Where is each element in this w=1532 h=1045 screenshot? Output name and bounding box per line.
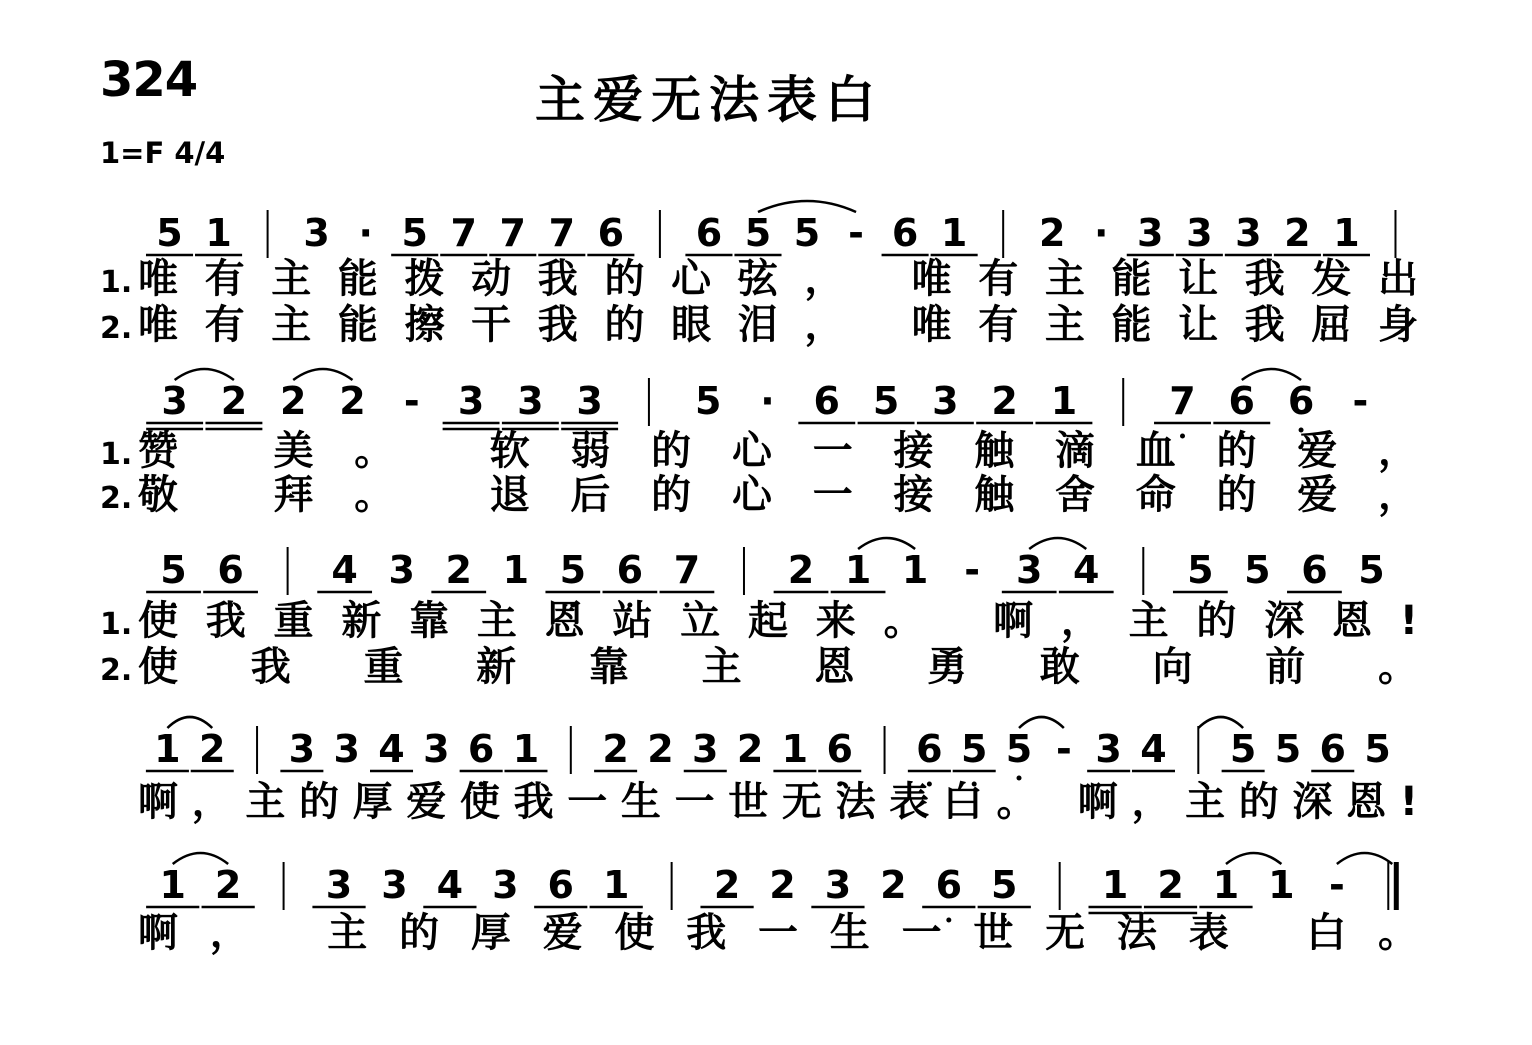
note: 5 <box>744 211 772 255</box>
note: 3 <box>161 379 188 423</box>
note: 7 <box>1169 379 1196 423</box>
note: 5 <box>1358 548 1385 592</box>
note: 6 <box>1319 727 1346 771</box>
note: 6 <box>467 727 495 771</box>
note: - <box>848 211 864 255</box>
note: 4 <box>436 863 464 907</box>
note: 2 <box>602 727 629 771</box>
note: 5 <box>872 379 900 423</box>
lyric-line: 敬 拜。 退后的心一接触舍命的爱， <box>138 472 1418 518</box>
note: 3 <box>1015 548 1043 592</box>
note: 1 <box>1101 863 1129 907</box>
verse-number: 1. <box>100 265 133 300</box>
note: 5 <box>991 863 1018 907</box>
note: 1 <box>1212 863 1240 907</box>
note: 3 <box>1095 727 1122 771</box>
note: - <box>1055 727 1072 771</box>
note: 7 <box>499 211 527 255</box>
note: 3 <box>932 379 959 423</box>
note: 3 <box>381 863 408 907</box>
note: 3 <box>824 863 852 907</box>
note: - <box>964 548 981 592</box>
note: 2 <box>1038 211 1066 255</box>
note: - <box>403 379 420 423</box>
note: 1 <box>1333 211 1360 255</box>
note: 1 <box>844 548 872 592</box>
low-octave-dot <box>1180 434 1185 439</box>
note: 6 <box>891 211 919 255</box>
note: 6 <box>217 548 244 592</box>
note: 6 <box>826 727 853 771</box>
note: 5 <box>160 548 187 592</box>
note: 6 <box>597 211 625 255</box>
note: 3 <box>692 727 719 771</box>
note: 3 <box>303 211 330 255</box>
note: 6 <box>1228 379 1256 423</box>
note: 2 <box>1157 863 1184 907</box>
note: 2 <box>199 727 226 771</box>
note: 3 <box>333 727 360 771</box>
note: · <box>1094 211 1109 255</box>
note: 2 <box>647 727 674 771</box>
lyric-line: 赞 美。 软弱的心一接触滴血的爱， <box>138 428 1418 474</box>
note: 2 <box>279 379 307 423</box>
note: 7 <box>450 211 477 255</box>
note: 6 <box>547 863 574 907</box>
note: 7 <box>548 211 576 255</box>
note: 5 <box>559 548 587 592</box>
verse-number: 1. <box>100 607 133 642</box>
note: 4 <box>1073 548 1100 592</box>
note: 1 <box>512 727 540 771</box>
verse-number: 2. <box>100 311 133 346</box>
note: 3 <box>457 379 485 423</box>
note: 3 <box>388 548 415 592</box>
note: 1 <box>602 863 630 907</box>
note: 1 <box>940 211 968 255</box>
verse-number: 1. <box>100 437 133 472</box>
note: 2 <box>713 863 741 907</box>
note: 1 <box>1050 379 1078 423</box>
lyric-line: 使我重新靠主恩勇敢向前。 <box>138 644 1418 690</box>
note: 7 <box>673 548 701 592</box>
note: 5 <box>1229 727 1257 771</box>
note: 3 <box>1137 211 1164 255</box>
note: 1 <box>1268 863 1295 907</box>
note: 5 <box>1244 548 1271 592</box>
note: 4 <box>378 727 405 771</box>
note: 3 <box>517 379 544 423</box>
note: 4 <box>331 548 358 592</box>
note: 1 <box>205 211 232 255</box>
note: · <box>358 211 373 255</box>
note: 6 <box>616 548 644 592</box>
lyric-line: 啊，主的厚爱使我一生一世无法表白。 啊，主的深恩! <box>138 779 1418 825</box>
lyric-line: 唯有主能擦干我的眼泪， 唯有主能让我屈身 <box>138 302 1418 348</box>
hymn-number: 324 <box>100 52 198 108</box>
note: 2 <box>214 863 242 907</box>
note: 2 <box>736 727 764 771</box>
note: - <box>1352 379 1369 423</box>
note: 3 <box>1235 211 1262 255</box>
note: 2 <box>339 379 366 423</box>
note: 5 <box>1187 548 1214 592</box>
low-octave-dot <box>946 918 951 923</box>
note: 5 <box>793 211 821 255</box>
note: 6 <box>1301 548 1328 592</box>
key-and-time-signature: 1=F 4/4 <box>100 136 226 170</box>
note: 2 <box>769 863 796 907</box>
lyric-line: 使我重新靠主恩站立起来。 啊，主的深恩! <box>138 598 1418 644</box>
note: 1 <box>502 548 530 592</box>
note: 1 <box>154 727 181 771</box>
note: 6 <box>695 211 723 255</box>
note: 5 <box>401 211 428 255</box>
note: 4 <box>1140 727 1167 771</box>
lyric-line: 啊， 主的厚爱使我一生一世无法表 白。 <box>138 910 1418 956</box>
note: 2 <box>445 548 472 592</box>
note: 6 <box>1287 379 1315 423</box>
hymn-title: 主爱无法表白 <box>535 71 883 129</box>
note: 6 <box>813 379 841 423</box>
note: · <box>760 379 775 423</box>
verse-number: 2. <box>100 481 133 516</box>
note: 2 <box>991 379 1018 423</box>
note: 5 <box>960 727 988 771</box>
tie-arc <box>1337 853 1392 864</box>
note: 2 <box>1284 211 1311 255</box>
note: 1 <box>781 727 809 771</box>
note: 3 <box>492 863 519 907</box>
note: 3 <box>1186 211 1213 255</box>
note: 2 <box>880 863 907 907</box>
note: 3 <box>325 863 353 907</box>
note: 6 <box>935 863 963 907</box>
note: 6 <box>916 727 943 771</box>
note: 2 <box>220 379 248 423</box>
note: 5 <box>1364 727 1391 771</box>
note: 5 <box>1274 727 1302 771</box>
note: 5 <box>1005 727 1033 771</box>
note: 3 <box>288 727 316 771</box>
note: - <box>1328 863 1345 907</box>
note: 2 <box>787 548 815 592</box>
note: 3 <box>576 379 603 423</box>
note: 1 <box>159 863 186 907</box>
note: 5 <box>694 379 722 423</box>
note: 5 <box>156 211 183 255</box>
note: 3 <box>423 727 450 771</box>
note: 1 <box>901 548 929 592</box>
lyric-line: 唯有主能拨动我的心弦， 唯有主能让我发出 <box>138 256 1418 302</box>
verse-number: 2. <box>100 653 133 688</box>
